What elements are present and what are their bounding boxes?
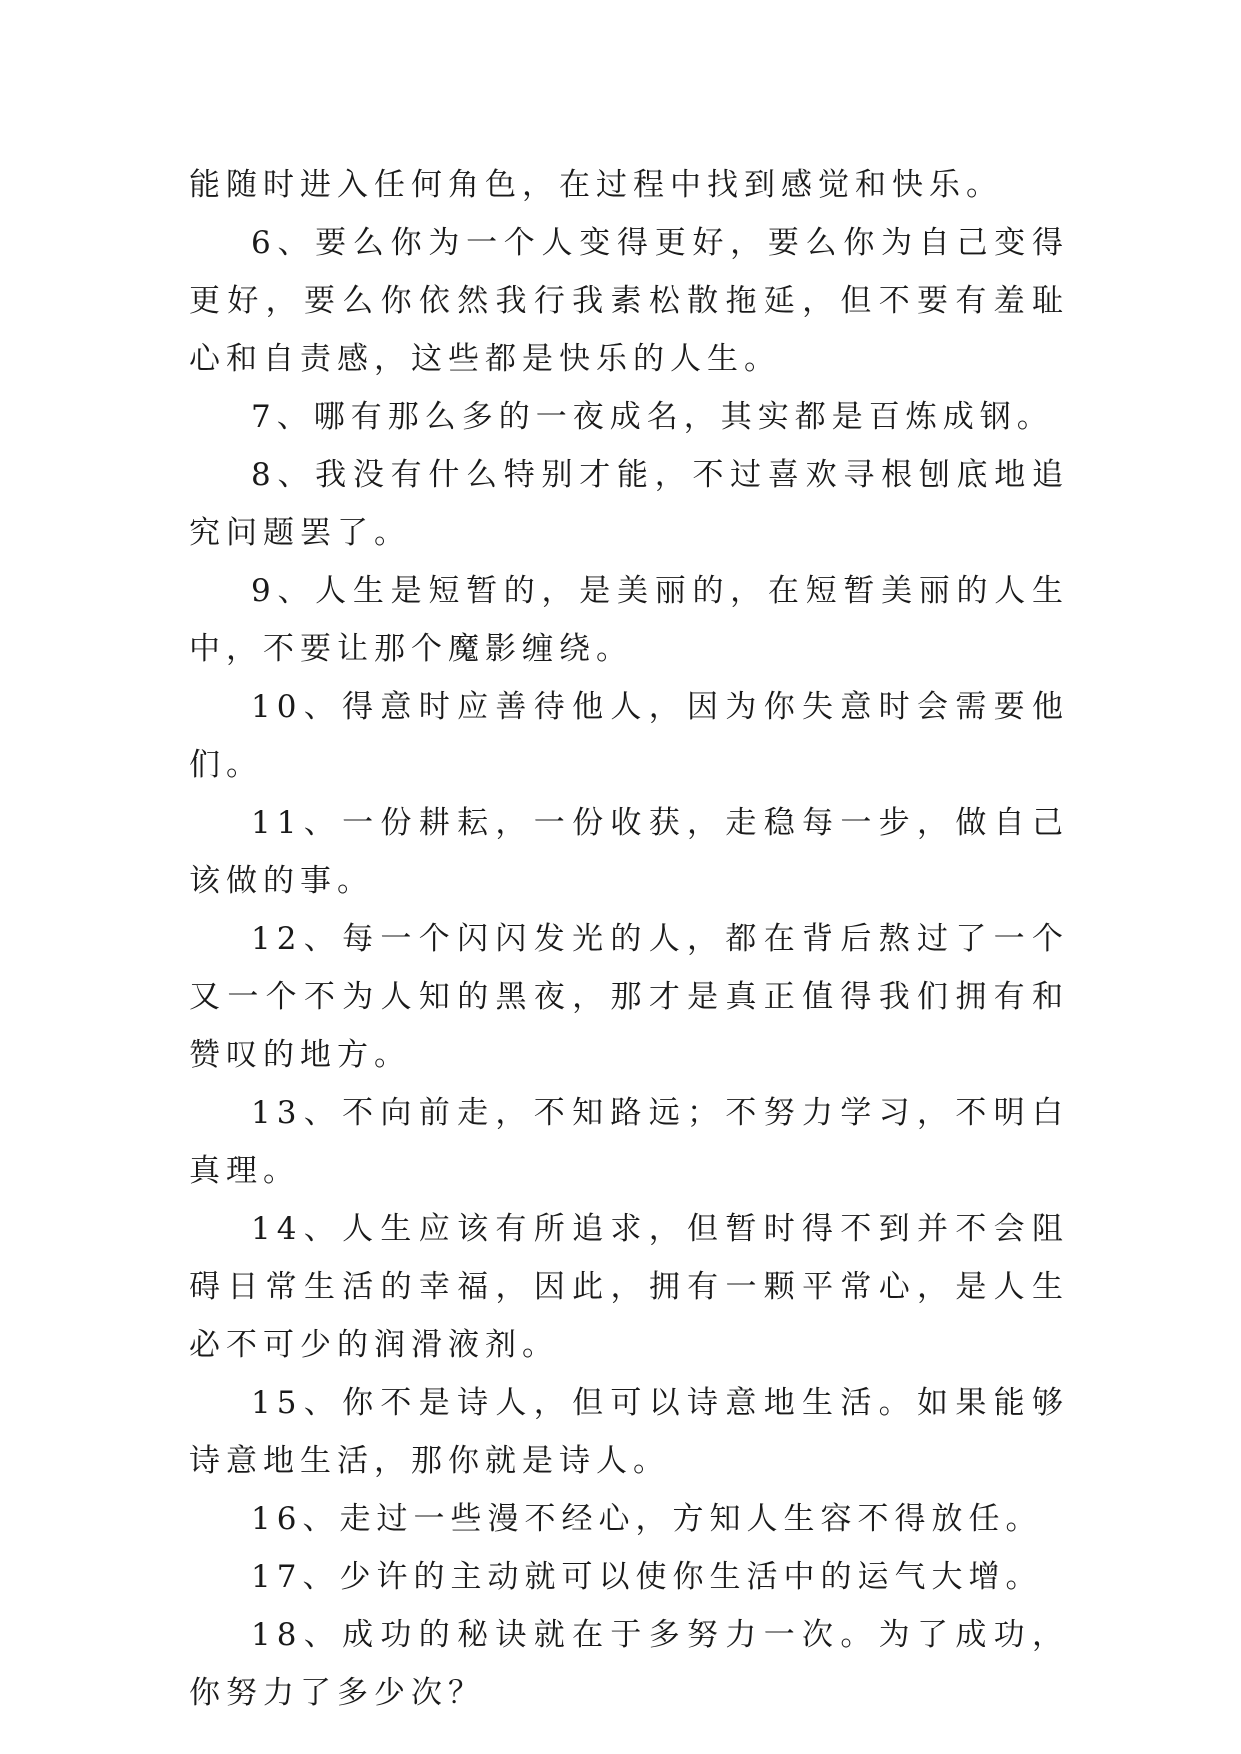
paragraph-item-11: 11、一份耕耘，一份收获，走稳每一步，做自己该做的事。 [189, 805, 1069, 899]
paragraph-item-17: 17、少许的主动就可以使你生活中的运气大增。 [251, 1559, 1043, 1595]
paragraph-item-8: 8、我没有什么特别才能，不过喜欢寻根刨底地追究问题罢了。 [189, 457, 1069, 551]
paragraph-item-9: 9、人生是短暂的，是美丽的，在短暂美丽的人生中，不要让那个魔影缠绕。 [189, 573, 1069, 667]
paragraph-item-7: 7、哪有那么多的一夜成名，其实都是百炼成钢。 [251, 399, 1054, 435]
document-body [189, 156, 1069, 1722]
paragraph-item-12: 12、每一个闪闪发光的人，都在背后熬过了一个又一个不为人知的黑夜，那才是真正值得我们拥有和赞叹的地方。 [189, 921, 1069, 1073]
paragraph-item-10: 10、得意时应善待他人，因为你失意时会需要他们。 [189, 689, 1069, 783]
paragraph-item-18: 18、成功的秘诀就在于多努力一次。为了成功，你努力了多少次？ [189, 1617, 1069, 1711]
paragraph-continued: 能随时进入任何角色，在过程中找到感觉和快乐。 [189, 167, 1003, 203]
paragraph-item-13: 13、不向前走，不知路远；不努力学习，不明白真理。 [189, 1095, 1069, 1189]
paragraph-item-16: 16、走过一些漫不经心，方知人生容不得放任。 [251, 1501, 1043, 1537]
paragraph-item-14: 14、人生应该有所追求，但暂时得不到并不会阻碍日常生活的幸福，因此，拥有一颗平常心，是人生必不可少的润滑液剂。 [189, 1211, 1069, 1363]
paragraph-item-15: 15、你不是诗人，但可以诗意地生活。如果能够诗意地生活，那你就是诗人。 [189, 1385, 1069, 1479]
paragraph-item-6: 6、要么你为一个人变得更好，要么你为自己变得更好，要么你依然我行我素松散拖延，但不要有羞耻心和自责感，这些都是快乐的人生。 [189, 225, 1069, 377]
